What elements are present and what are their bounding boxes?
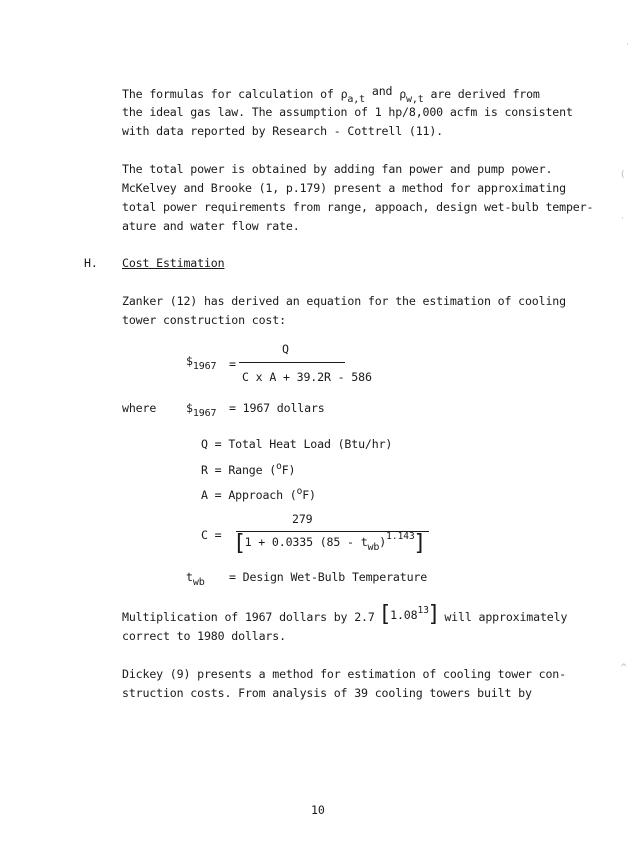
page-number: 10 — [311, 803, 325, 817]
text-run: Multiplication of 1967 dollars by 2.7 — [122, 610, 382, 624]
text-run: F) — [281, 463, 296, 477]
para1-line3: with data reported by Research - Cottrell (11). — [122, 124, 444, 138]
fraction-bar — [239, 362, 345, 363]
text-run: F) — [302, 488, 316, 502]
text-run: A = Approach ( — [201, 488, 297, 502]
dollar-subscript: 1967 — [192, 408, 217, 419]
left-bracket: [ — [236, 531, 245, 556]
text-run: 1.08 — [390, 608, 418, 622]
exponent: 1.143 — [386, 531, 415, 542]
right-bracket: ] — [428, 602, 438, 627]
equation-equals: = — [229, 357, 236, 371]
para4-line2: correct to 1980 dollars. — [122, 629, 286, 643]
text-run: are derived from — [423, 87, 540, 101]
degree-symbol: o — [276, 461, 282, 472]
scan-speck: · — [626, 40, 629, 50]
a-definition — [201, 488, 316, 502]
dollar-definition: = 1967 dollars — [229, 401, 325, 415]
dollar-symbol: $ — [186, 401, 193, 415]
equation-lhs — [186, 354, 217, 372]
c-denominator — [236, 533, 423, 555]
r-definition — [201, 463, 295, 477]
dollar-symbol: $ — [186, 354, 193, 368]
para2-line: The total power is obtained by adding fan power and pump power. — [122, 162, 553, 176]
q-definition: Q = Total Heat Load (Btu/hr) — [201, 437, 393, 451]
scan-speck: ( — [621, 170, 625, 180]
text-run: 1 + 0.0335 (85 - t — [244, 535, 368, 549]
right-bracket: ] — [414, 531, 424, 556]
text-run: will approximately — [437, 610, 568, 624]
equation-denominator: C x A + 39.2R - 586 — [242, 370, 372, 384]
text-run: The formulas for calculation of — [122, 87, 341, 101]
twb-subscript: wb — [367, 542, 380, 553]
para2-line: McKelvey and Brooke (1, p.179) present a method for approximating — [122, 181, 566, 195]
rho-symbol: ρ — [399, 87, 407, 101]
text-run: R = Range ( — [201, 463, 277, 477]
para5-line: struction costs. From analysis of 39 cooling towers built by — [122, 686, 532, 700]
subscript-wt: w,t — [406, 94, 424, 105]
para1-line1 — [122, 84, 540, 105]
twb-subscript: wb — [192, 577, 205, 588]
twb-definition: = Design Wet-Bulb Temperature — [229, 570, 428, 584]
t-symbol: t — [186, 570, 193, 584]
para3-line: Zanker (12) has derived an equation for the estimation of cooling — [122, 294, 566, 308]
degree-symbol: o — [296, 486, 303, 497]
scan-speck: · — [621, 214, 624, 224]
section-letter: H. — [84, 256, 98, 270]
para5-line: Dickey (9) presents a method for estimation of cooling tower con- — [122, 667, 566, 681]
section-title: Cost Estimation — [122, 256, 225, 270]
exponent: 13 — [417, 605, 429, 616]
scan-speck: ^ — [620, 663, 628, 673]
para1-line2: the ideal gas law. The assumption of 1 hp/8,000 acfm is consistent — [122, 105, 573, 119]
equation-numerator: Q — [282, 342, 289, 356]
c-numerator: 279 — [292, 512, 313, 526]
dollar-variable — [186, 401, 217, 419]
para2-line: total power requirements from range, appoach, design wet-bulb temper- — [122, 200, 594, 214]
para3-line: tower construction cost: — [122, 313, 286, 327]
where-label: where — [122, 401, 157, 415]
lhs-subscript: 1967 — [192, 361, 217, 372]
para2-line: ature and water flow rate. — [122, 219, 300, 233]
c-lhs: C = — [201, 528, 222, 542]
text-run: ) — [379, 535, 387, 549]
rho-symbol: ρ — [340, 87, 348, 101]
para4-line1 — [122, 604, 567, 626]
text-run: and — [365, 84, 400, 98]
twb-variable — [186, 570, 205, 588]
subscript-at: a,t — [347, 94, 366, 105]
left-bracket: [ — [381, 602, 391, 627]
